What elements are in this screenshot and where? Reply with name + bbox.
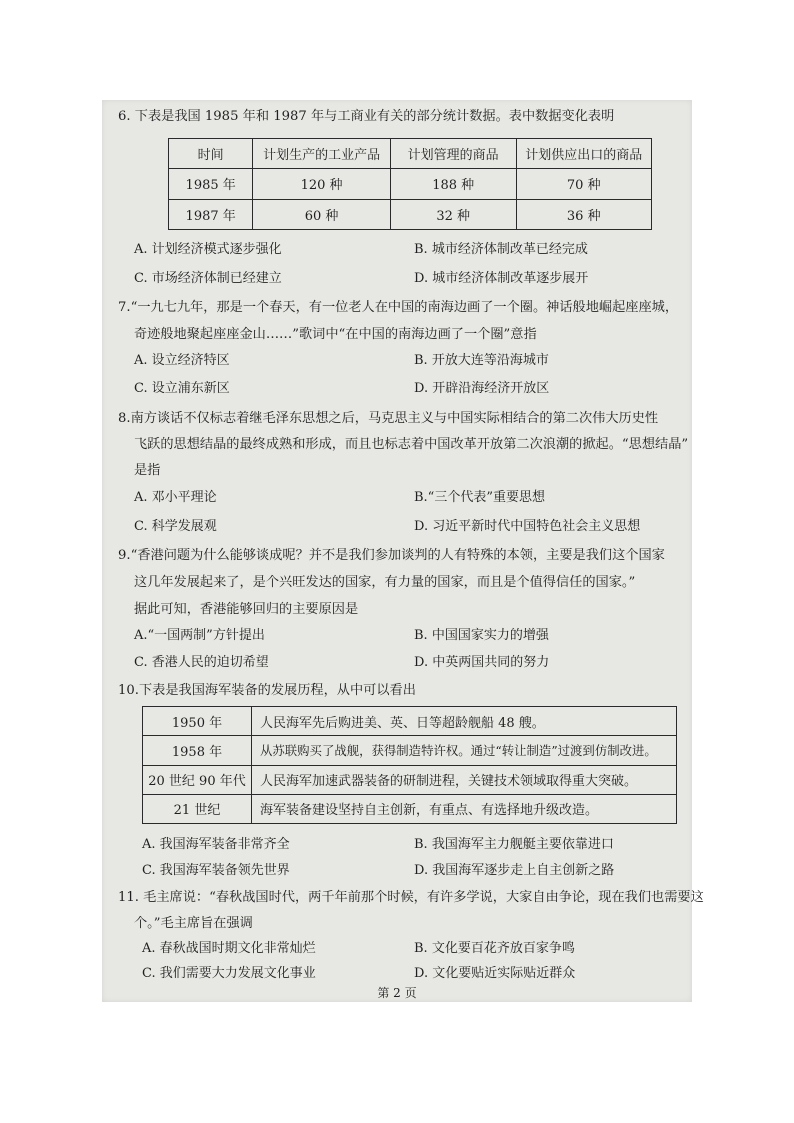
q6-option-d[interactable]: D. 城市经济体制改革逐步展开 (414, 271, 589, 286)
q6-header-cell: 计划供应出口的商品 (516, 139, 651, 169)
q10-option-b[interactable]: B. 我国海军主力舰艇主要依靠进口 (414, 837, 614, 852)
q10-desc-cell: 从苏联购买了战舰，获得制造特许权。通过“转让制造”过渡到仿制改进。 (252, 736, 677, 765)
q10-desc-cell: 人民海军先后购进美、英、日等超龄舰船 48 艘。 (252, 707, 677, 736)
q6-option-b[interactable]: B. 城市经济体制改革已经完成 (414, 242, 588, 257)
q11-option-c[interactable]: C. 我们需要大力发展文化事业 (142, 966, 316, 981)
q6-cell: 36 种 (516, 199, 651, 230)
q10-desc-cell: 海军装备建设坚持自主创新，有重点、有选择地升级改造。 (252, 794, 677, 823)
table-row (143, 794, 677, 823)
q8-option-d[interactable]: D. 习近平新时代中国特色社会主义思想 (414, 519, 641, 534)
q9-option-b[interactable]: B. 中国国家实力的增强 (414, 628, 549, 643)
q6-cell: 120 种 (253, 169, 391, 200)
q9-stem-line: 9.“香港问题为什么能够谈成呢？并不是我们参加谈判的人有特殊的本领，主要是我们这个国家 (118, 548, 665, 563)
q7-option-c[interactable]: C. 设立浦东新区 (134, 381, 230, 396)
table-row (169, 169, 652, 200)
q9-option-c[interactable]: C. 香港人民的迫切希望 (134, 655, 269, 670)
q6-header-cell: 时间 (169, 139, 253, 169)
q7-stem-line: 7.“一九七九年，那是一个春天，有一位老人在中国的南海边画了一个圈。神话般地崛起座座城， (118, 300, 679, 315)
q11-option-a[interactable]: A. 春秋战国时期文化非常灿烂 (142, 941, 316, 956)
q10-period-cell: 1950 年 (143, 707, 252, 736)
q10-desc-cell: 人民海军加速武器装备的研制进程，关键技术领域取得重大突破。 (252, 765, 677, 794)
q10-period-cell: 21 世纪 (143, 794, 252, 823)
q9-option-a[interactable]: A.“一国两制”方针提出 (134, 628, 265, 643)
q11-option-d[interactable]: D. 文化要贴近实际贴近群众 (414, 966, 576, 981)
q7-stem-line: 奇迹般地聚起座座金山……”歌词中“在中国的南海边画了一个圈”意指 (134, 327, 537, 342)
table-row (143, 707, 677, 736)
q8-stem-line: 飞跃的思想结晶的最终成熟和形成，而且也标志着中国改革开放第二次浪潮的掀起。“思想结晶” (134, 437, 689, 452)
table-row (143, 736, 677, 765)
q10-option-a[interactable]: A. 我国海军装备非常齐全 (142, 837, 290, 852)
q11-stem-line: 个。”毛主席旨在强调 (134, 916, 253, 931)
q6-cell: 32 种 (390, 199, 516, 230)
q7-option-a[interactable]: A. 设立经济特区 (134, 353, 230, 368)
q11-option-b[interactable]: B. 文化要百花齐放百家争鸣 (414, 941, 575, 956)
q6-stem: 6. 下表是我国 1985 年和 1987 年与工商业有关的部分统计数据。表中数据变化表明 (118, 109, 615, 124)
q6-option-c[interactable]: C. 市场经济体制已经建立 (134, 271, 282, 286)
table-row (143, 765, 677, 794)
q6-header-cell: 计划生产的工业产品 (253, 139, 391, 169)
q10-option-d[interactable]: D. 我国海军逐步走上自主创新之路 (414, 863, 615, 878)
q6-cell: 60 种 (253, 199, 391, 230)
q6-option-a[interactable]: A. 计划经济模式逐步强化 (134, 242, 282, 257)
q10-option-c[interactable]: C. 我国海军装备领先世界 (142, 863, 290, 878)
q8-stem-line: 8.南方谈话不仅标志着继毛泽东思想之后，马克思主义与中国实际相结合的第二次伟大历史性 (118, 411, 659, 426)
q10-table (142, 706, 677, 824)
q7-option-d[interactable]: D. 开辟沿海经济开放区 (414, 381, 550, 396)
q8-option-c[interactable]: C. 科学发展观 (134, 519, 217, 534)
q6-table (168, 138, 652, 230)
q6-cell: 70 种 (516, 169, 651, 200)
q10-period-cell: 1958 年 (143, 736, 252, 765)
q6-cell: 188 种 (390, 169, 516, 200)
q10-stem: 10.下表是我国海军装备的发展历程，从中可以看出 (118, 683, 416, 698)
q9-option-d[interactable]: D. 中英两国共同的努力 (414, 655, 550, 670)
table-row (169, 199, 652, 230)
q8-option-a[interactable]: A. 邓小平理论 (134, 490, 217, 505)
q6-header-cell: 计划管理的商品 (390, 139, 516, 169)
q10-period-cell: 20 世纪 90 年代 (143, 765, 252, 794)
q6-cell: 1987 年 (169, 199, 253, 230)
q9-stem-line: 据此可知，香港能够回归的主要原因是 (134, 602, 359, 617)
q8-option-b[interactable]: B.“三个代表”重要思想 (414, 490, 545, 505)
q8-stem-line: 是指 (134, 463, 161, 478)
q6-cell: 1985 年 (169, 169, 253, 200)
q9-stem-line: 这几年发展起来了，是个兴旺发达的国家，有力量的国家，而且是个值得信任的国家。” (134, 575, 636, 590)
exam-page (102, 100, 704, 1002)
page-number: 第 2 页 (377, 986, 417, 1000)
q11-stem-line: 11. 毛主席说：“春秋战国时代，两千年前那个时候，有许多学说，大家自由争论，现在我们也需要这 (118, 890, 704, 905)
q7-option-b[interactable]: B. 开放大连等沿海城市 (414, 353, 549, 368)
